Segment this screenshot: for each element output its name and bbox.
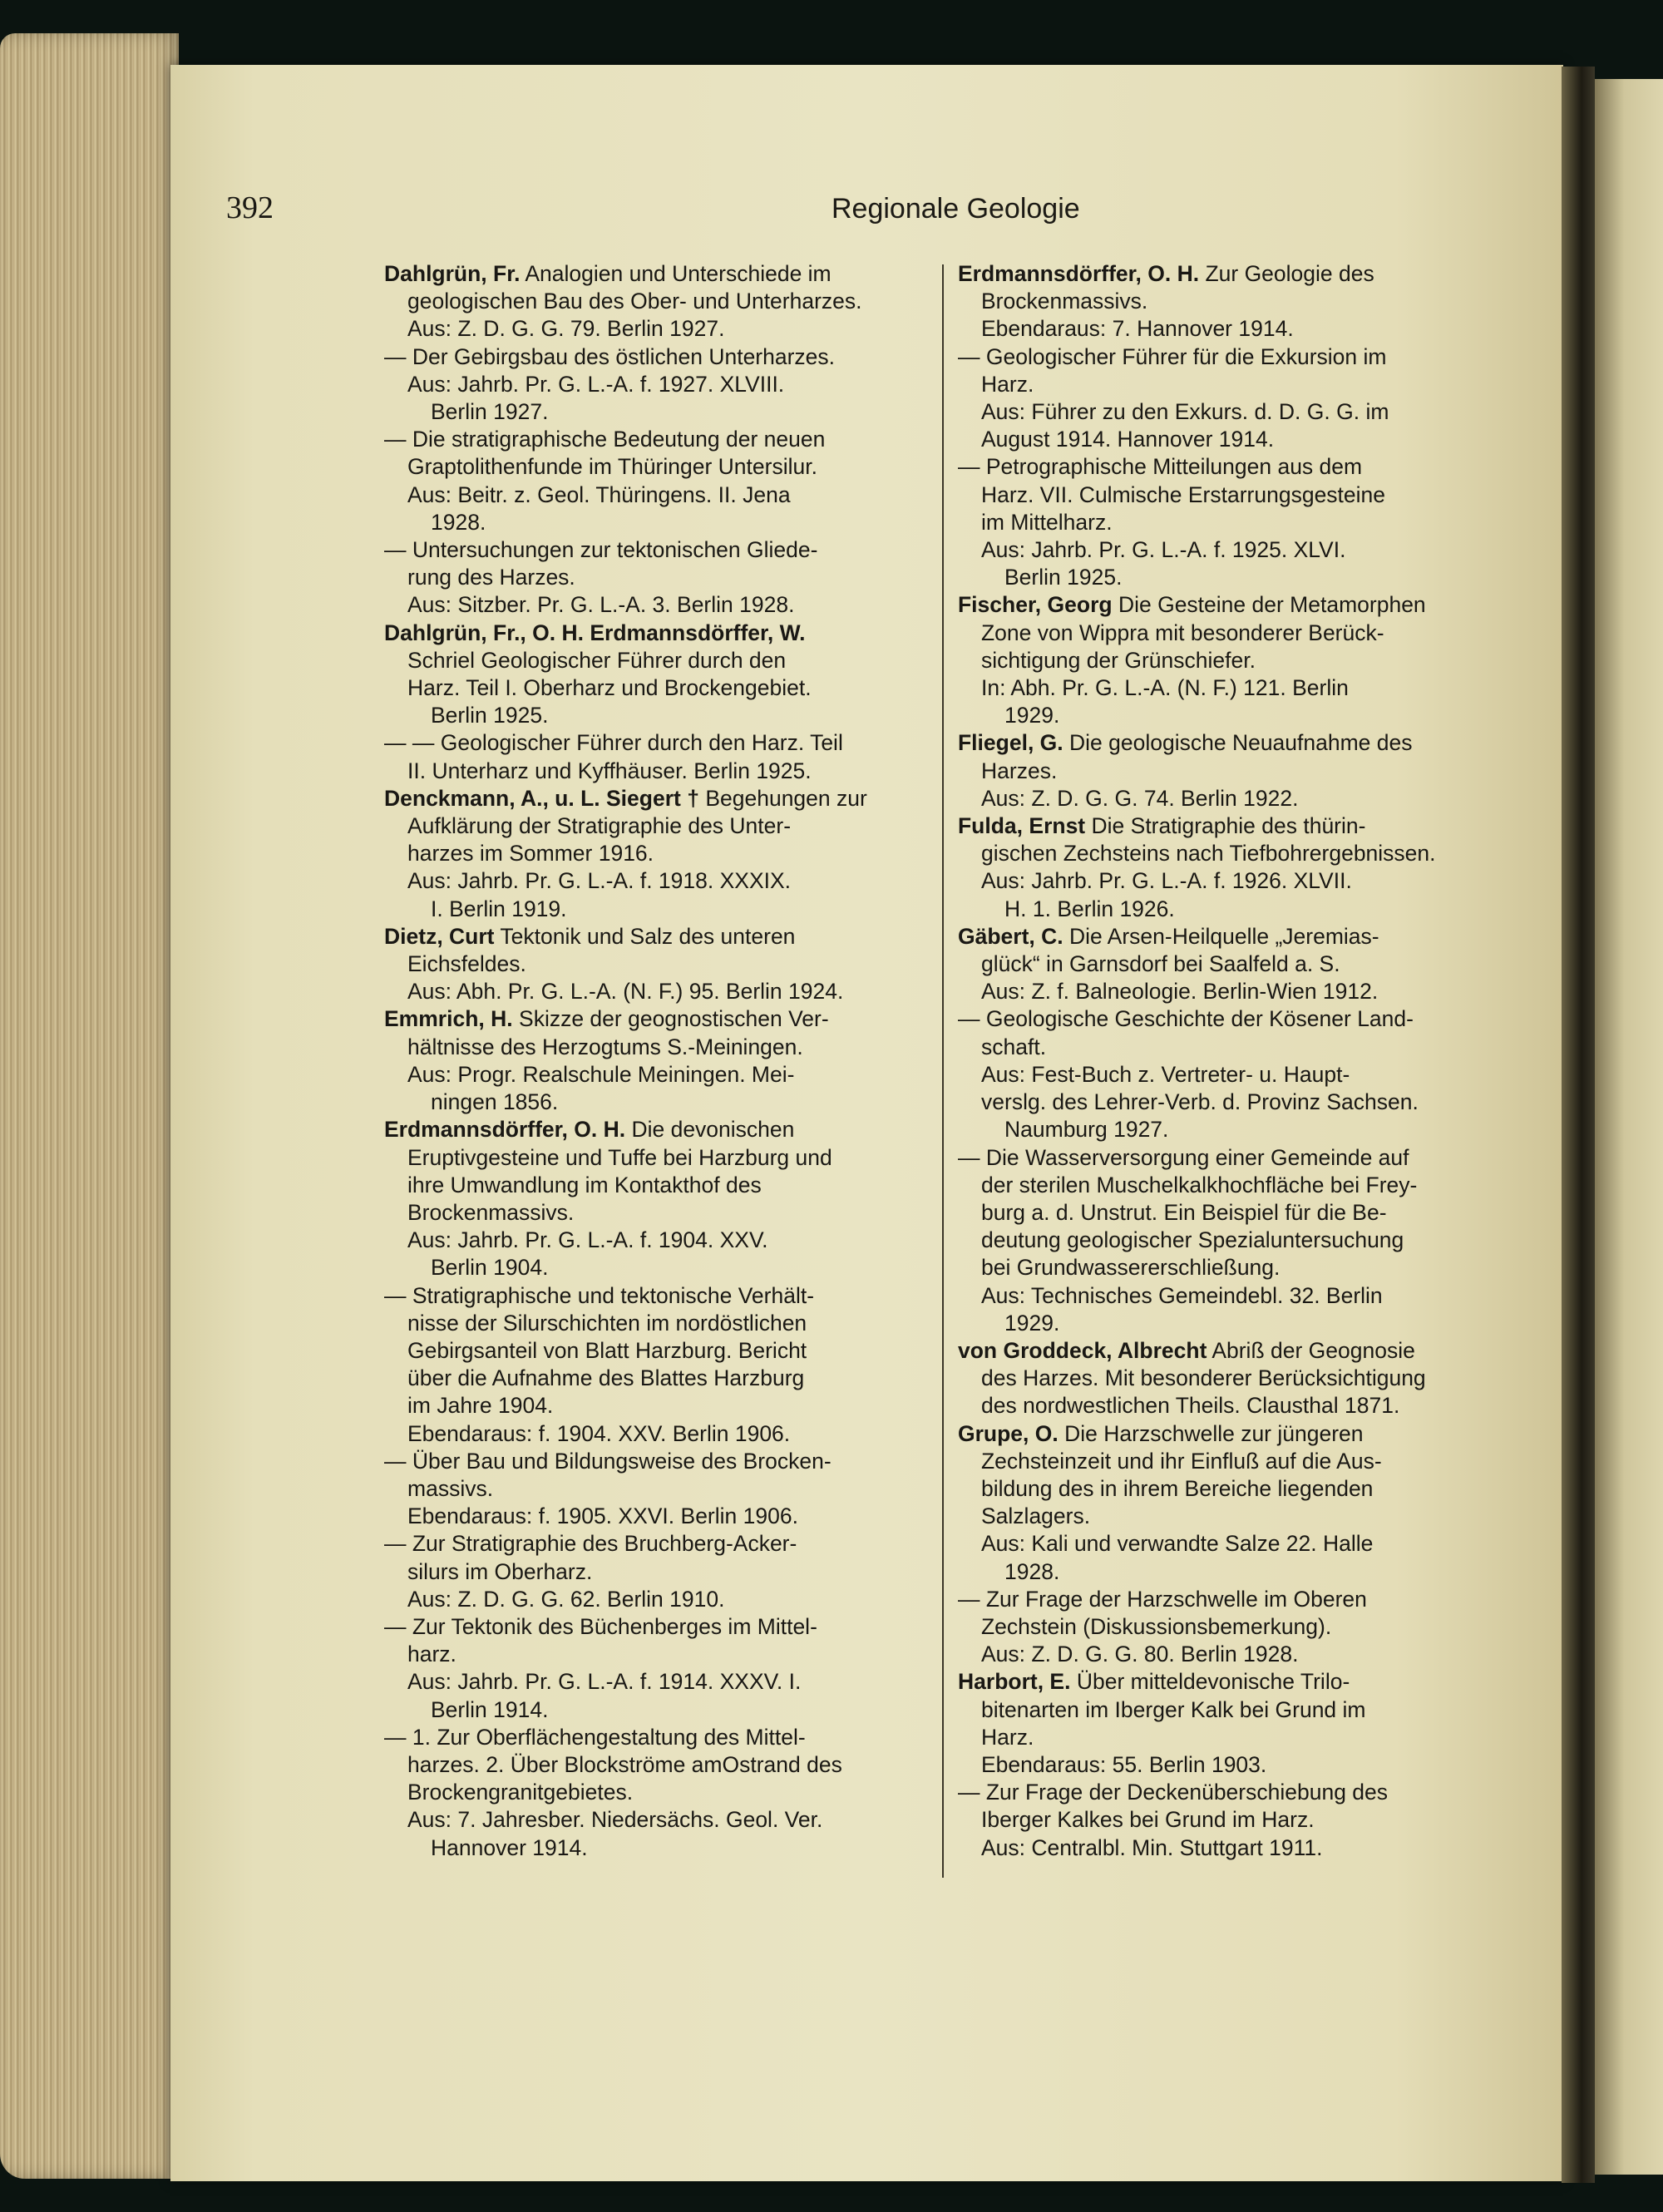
- entry-line: im Mittelharz.: [981, 509, 1113, 535]
- bibliography-entry: [384, 1282, 918, 1448]
- entry-line: gischen Zechsteins nach Tiefbohrergebnissen.: [981, 841, 1436, 867]
- left-column: [384, 260, 918, 1862]
- entry-line: Aus: Kali und verwandte Salze 22. Halle: [981, 1531, 1374, 1557]
- entry-line: Berlin 1914.: [431, 1696, 549, 1722]
- entry-line: Harz.: [981, 1724, 1034, 1750]
- entry-line: bildung des in ihrem Bereiche liegenden: [981, 1475, 1374, 1501]
- entry-title-start: — Die stratigraphische Bedeutung der neuen: [384, 427, 826, 452]
- bibliography-entry: [958, 1586, 1468, 1669]
- entry-title-start: Tektonik und Salz des unteren: [500, 923, 796, 949]
- entry-title-start: — Zur Stratigraphie des Bruchberg-Acker-: [384, 1531, 797, 1557]
- entry-line: bitenarten im Iberger Kalk bei Grund im: [981, 1696, 1366, 1722]
- entry-line: harzes im Sommer 1916.: [407, 841, 654, 867]
- entry-author: Gäbert, C.: [958, 923, 1063, 949]
- entry-line: Zone von Wippra mit besonderer Berück-: [981, 620, 1384, 645]
- entry-line: rung des Harzes.: [407, 565, 575, 590]
- entry-line: sichtigung der Grünschiefer.: [981, 647, 1256, 673]
- entry-author: Dietz, Curt: [384, 923, 495, 949]
- entry-line: Zechsteinzeit und ihr Einfluß auf die Aus-: [981, 1448, 1382, 1474]
- entry-first-line: [958, 1586, 1468, 1613]
- entry-first-line: [384, 260, 918, 288]
- entry-line: Aus: Jahrb. Pr. G. L.-A. f. 1914. XXXV. I.: [407, 1669, 802, 1695]
- entry-line: Harz.: [981, 371, 1034, 397]
- bibliography-entry: [958, 260, 1468, 343]
- entry-first-line: [384, 536, 918, 564]
- entry-line: nisse der Silurschichten im nordöstlichen: [407, 1310, 807, 1336]
- bibliography-entry: [384, 426, 918, 536]
- entry-title-start: Abriß der Geognosie: [1211, 1337, 1415, 1363]
- entry-line: Aus: Z. D. G. G. 80. Berlin 1928.: [981, 1642, 1299, 1667]
- entry-first-line: [384, 1005, 918, 1033]
- entry-title-start: Über mitteldevonische Trilo-: [1076, 1669, 1350, 1695]
- entry-line: Aus: Progr. Realschule Meiningen. Mei-: [407, 1061, 795, 1087]
- entry-title-start: Analogien und Unterschiede im: [525, 261, 832, 286]
- bibliography-entry: [384, 1530, 918, 1613]
- entry-line: burg a. d. Unstrut. Ein Beispiel für die Be-: [981, 1199, 1387, 1225]
- bibliography-entry: [384, 536, 918, 620]
- entry-title-start: — Die Wasserversorgung einer Gemeinde auf: [958, 1144, 1409, 1170]
- entry-line: Aus: Beitr. z. Geol. Thüringens. II. Jena: [407, 481, 791, 507]
- bibliography-entry: [958, 1005, 1468, 1143]
- entry-line: harzes. 2. Über Blockströme amOstrand des: [407, 1751, 842, 1777]
- entry-line: Eruptivgesteine und Tuffe bei Harzburg und: [407, 1144, 832, 1170]
- running-head: Regionale Geologie: [832, 193, 1080, 225]
- entry-line: Aus: Jahrb. Pr. G. L.-A. f. 1926. XLVII.: [981, 868, 1352, 894]
- entry-author: Dahlgrün, Fr., O. H. Erdmannsdörffer, W.: [384, 620, 806, 645]
- entry-title-start: Die Stratigraphie des thürin-: [1091, 813, 1366, 839]
- entry-first-line: [958, 1144, 1468, 1172]
- entry-line: Harzes.: [981, 758, 1058, 783]
- entry-first-line: [958, 591, 1468, 619]
- entry-line: ihre Umwandlung im Kontakthof des: [407, 1172, 762, 1197]
- entry-title-start: Die devonischen: [631, 1117, 795, 1143]
- entry-first-line: [958, 923, 1468, 950]
- entry-line: der sterilen Muschelkalkhochfläche bei Frey-: [981, 1172, 1418, 1197]
- entry-line: Ebendaraus: f. 1905. XXVI. Berlin 1906.: [407, 1503, 798, 1529]
- entry-title-start: Die Arsen-Heilquelle „Jeremias-: [1069, 923, 1379, 949]
- entry-author: Harbort, E.: [958, 1669, 1071, 1695]
- entry-line: Brockenmassivs.: [407, 1199, 575, 1225]
- bibliography-entry: [384, 1448, 918, 1531]
- entry-first-line: [384, 1282, 918, 1310]
- entry-line: Ebendaraus: f. 1904. XXV. Berlin 1906.: [407, 1420, 791, 1446]
- bibliography-entry: [958, 453, 1468, 591]
- entry-line: 1928.: [1004, 1558, 1060, 1584]
- entry-line: Brockenmassivs.: [981, 289, 1148, 314]
- bibliography-entry: [384, 1613, 918, 1724]
- entry-line: Berlin 1927.: [431, 399, 549, 425]
- entry-line: Aus: Jahrb. Pr. G. L.-A. f. 1927. XLVIII.: [407, 371, 785, 397]
- entry-line: Zechstein (Diskussionsbemerkung).: [981, 1613, 1332, 1639]
- entry-title-start: — Geologischer Führer für die Exkursion im: [958, 343, 1387, 369]
- entry-line: Hannover 1914.: [431, 1834, 588, 1860]
- entry-title-start: — Der Gebirgsbau des östlichen Unterharzes.: [384, 343, 836, 369]
- entry-line: harz.: [407, 1642, 456, 1667]
- entry-line: Aus: Abh. Pr. G. L.-A. (N. F.) 95. Berlin 1924.: [407, 979, 844, 1005]
- bibliography-entry: [384, 1724, 918, 1862]
- bibliography-entry: [958, 343, 1468, 454]
- entry-first-line: [958, 343, 1468, 371]
- entry-line: In: Abh. Pr. G. L.-A. (N. F.) 121. Berlin: [981, 675, 1349, 701]
- entry-first-line: [384, 1116, 918, 1143]
- entry-first-line: [958, 453, 1468, 481]
- entry-line: über die Aufnahme des Blattes Harzburg: [407, 1365, 805, 1391]
- entry-line: schaft.: [981, 1034, 1047, 1059]
- entry-title-start: Die Gesteine der Metamorphen: [1118, 592, 1426, 618]
- entry-author: Erdmannsdörffer, O. H.: [958, 261, 1200, 286]
- entry-first-line: [384, 343, 918, 371]
- entry-line: silurs im Oberharz.: [407, 1558, 593, 1584]
- entry-title-start: — Geologische Geschichte der Kösener Land-: [958, 1006, 1414, 1032]
- bibliography-entry: [384, 729, 918, 784]
- entry-title-start: Skizze der geognostischen Ver-: [519, 1006, 829, 1032]
- entry-line: bei Grundwassererschließung.: [981, 1255, 1281, 1281]
- entry-author: Erdmannsdörffer, O. H.: [384, 1117, 626, 1143]
- entry-first-line: [958, 729, 1468, 757]
- entry-line: Aus: Z. D. G. G. 79. Berlin 1927.: [407, 316, 725, 342]
- entry-author: Fulda, Ernst: [958, 813, 1086, 839]
- entry-author: von Groddeck, Albrecht: [958, 1337, 1207, 1363]
- entry-first-line: [384, 923, 918, 950]
- entry-line: Graptolithenfunde im Thüringer Untersilur.: [407, 454, 817, 480]
- entry-line: Berlin 1925.: [1004, 565, 1123, 590]
- entry-line: I. Berlin 1919.: [431, 896, 567, 921]
- entry-line: Salzlagers.: [981, 1503, 1091, 1529]
- entry-line: Naumburg 1927.: [1004, 1117, 1169, 1143]
- entry-line: deutung geologischer Spezialuntersuchung: [981, 1227, 1404, 1253]
- entry-line: Aus: Z. D. G. G. 62. Berlin 1910.: [407, 1586, 725, 1612]
- entry-line: Aus: Jahrb. Pr. G. L.-A. f. 1904. XXV.: [407, 1227, 768, 1253]
- entry-line: Aus: Führer zu den Exkurs. d. D. G. G. im: [981, 399, 1389, 425]
- bibliography-entry: [384, 343, 918, 427]
- entry-title-start: — Untersuchungen zur tektonischen Gliede-: [384, 537, 818, 563]
- bibliography-entry: [384, 1116, 918, 1281]
- bibliography-entry: [958, 1420, 1468, 1586]
- entry-first-line: [384, 426, 918, 453]
- entry-line: 1929.: [1004, 1310, 1060, 1336]
- entry-title-start: — Zur Tektonik des Büchenberges im Mittel-: [384, 1613, 817, 1639]
- entry-line: Ebendaraus: 7. Hannover 1914.: [981, 316, 1294, 342]
- entry-line: Aus: Centralbl. Min. Stuttgart 1911.: [981, 1834, 1323, 1860]
- bibliography-entry: [384, 923, 918, 1006]
- entry-line: Aus: 7. Jahresber. Niedersächs. Geol. Ver.: [407, 1807, 823, 1833]
- entry-first-line: [958, 260, 1468, 288]
- entry-line: Aus: Z. D. G. G. 74. Berlin 1922.: [981, 785, 1299, 811]
- bibliography-entry: [958, 1337, 1468, 1420]
- entry-line: Aus: Fest-Buch z. Vertreter- u. Haupt-: [981, 1061, 1350, 1087]
- entry-first-line: [958, 812, 1468, 840]
- bibliography-entry: [384, 620, 918, 730]
- entry-line: II. Unterharz und Kyffhäuser. Berlin 1925.: [407, 758, 812, 783]
- bibliography-entry: [958, 1779, 1468, 1862]
- entry-line: Berlin 1925.: [431, 703, 549, 728]
- entry-first-line: [384, 1530, 918, 1558]
- bibliography-entry: [384, 785, 918, 923]
- entry-line: Harz. Teil I. Oberharz und Brockengebiet.: [407, 675, 812, 701]
- entry-line: massivs.: [407, 1475, 494, 1501]
- entry-line: Aus: Jahrb. Pr. G. L.-A. f. 1918. XXXIX.: [407, 868, 792, 894]
- entry-line: Gebirgsanteil von Blatt Harzburg. Bericht: [407, 1337, 807, 1363]
- entry-first-line: [384, 785, 918, 812]
- entry-title-start: — Über Bau und Bildungsweise des Brocken-: [384, 1448, 832, 1474]
- entry-title-start: — Zur Frage der Deckenüberschiebung des: [958, 1780, 1389, 1805]
- bibliography-entry: [958, 591, 1468, 729]
- bibliography-entry: [958, 1668, 1468, 1779]
- bibliography-entry: [384, 1005, 918, 1116]
- entry-line: geologischen Bau des Ober- und Unterharzes.: [407, 289, 862, 314]
- entry-first-line: [384, 729, 918, 757]
- entry-line: Eichsfeldes.: [407, 951, 526, 977]
- entry-title-start: — — Geologischer Führer durch den Harz. Teil: [384, 730, 843, 756]
- entry-title-start: — 1. Zur Oberflächengestaltung des Mittel-: [384, 1724, 806, 1750]
- entry-line: ningen 1856.: [431, 1089, 559, 1115]
- entry-line: Ebendaraus: 55. Berlin 1903.: [981, 1751, 1267, 1777]
- entry-author: Grupe, O.: [958, 1420, 1058, 1446]
- entry-line: des nordwestlichen Theils. Clausthal 1871.: [981, 1393, 1400, 1419]
- entry-title-start: Begehungen zur: [705, 785, 867, 811]
- entry-title-start: Die geologische Neuaufnahme des: [1069, 730, 1413, 756]
- entry-line: im Jahre 1904.: [407, 1393, 554, 1419]
- entry-first-line: [384, 620, 918, 647]
- entry-title-start: — Petrographische Mitteilungen aus dem: [958, 454, 1363, 480]
- entry-author: Emmrich, H.: [384, 1006, 513, 1032]
- right-column: [958, 260, 1468, 1862]
- entry-line: H. 1. Berlin 1926.: [1004, 896, 1175, 921]
- entry-first-line: [958, 1420, 1468, 1448]
- entry-first-line: [384, 1448, 918, 1475]
- entry-title-start: Zur Geologie des: [1205, 261, 1374, 286]
- bibliography-entry: [958, 1144, 1468, 1337]
- entry-title-start: — Zur Frage der Harzschwelle im Oberen: [958, 1586, 1367, 1612]
- entry-title-start: Die Harzschwelle zur jüngeren: [1064, 1420, 1364, 1446]
- entry-first-line: [958, 1005, 1468, 1033]
- entry-line: 1928.: [431, 509, 486, 535]
- entry-author: Fischer, Georg: [958, 592, 1113, 618]
- entry-line: des Harzes. Mit besonderer Berücksichtigung: [981, 1365, 1426, 1391]
- entry-line: glück“ in Garnsdorf bei Saalfeld a. S.: [981, 951, 1340, 977]
- column-divider: [942, 264, 944, 1878]
- entry-title-start: — Stratigraphische und tektonische Verhält-: [384, 1282, 815, 1308]
- bibliography-entry: [958, 812, 1468, 923]
- entry-line: Iberger Kalkes bei Grund im Harz.: [981, 1807, 1315, 1833]
- entry-line: Berlin 1904.: [431, 1255, 549, 1281]
- entry-line: Schriel Geologischer Führer durch den: [407, 647, 787, 673]
- page-number: 392: [226, 190, 274, 225]
- bibliography-entry: [384, 260, 918, 343]
- entry-line: 1929.: [1004, 703, 1060, 728]
- entry-line: Brockengranitgebietes.: [407, 1780, 634, 1805]
- entry-line: Aus: Sitzber. Pr. G. L.-A. 3. Berlin 1928.: [407, 592, 795, 618]
- entry-first-line: [384, 1613, 918, 1641]
- entry-line: Aus: Jahrb. Pr. G. L.-A. f. 1925. XLVI.: [981, 537, 1346, 563]
- entry-line: hältnisse des Herzogtums S.-Meiningen.: [407, 1034, 803, 1059]
- entry-first-line: [958, 1779, 1468, 1806]
- entry-first-line: [958, 1668, 1468, 1696]
- entry-author: Fliegel, G.: [958, 730, 1063, 756]
- entry-first-line: [958, 1337, 1468, 1365]
- bibliography-entry: [958, 729, 1468, 812]
- bibliography-entry: [958, 923, 1468, 1006]
- entry-author: Dahlgrün, Fr.: [384, 261, 521, 286]
- entry-line: Aus: Technisches Gemeindebl. 32. Berlin: [981, 1282, 1383, 1308]
- entry-line: verslg. des Lehrer-Verb. d. Provinz Sachsen.: [981, 1089, 1419, 1115]
- entry-line: Aus: Z. f. Balneologie. Berlin-Wien 1912.: [981, 979, 1379, 1005]
- entry-line: Aufklärung der Stratigraphie des Unter-: [407, 813, 792, 839]
- entry-first-line: [384, 1724, 918, 1751]
- entry-author: Denckmann, A., u. L. Siegert †: [384, 785, 699, 811]
- entry-line: August 1914. Hannover 1914.: [981, 427, 1275, 452]
- entry-line: Harz. VII. Culmische Erstarrungsgesteine: [981, 481, 1386, 507]
